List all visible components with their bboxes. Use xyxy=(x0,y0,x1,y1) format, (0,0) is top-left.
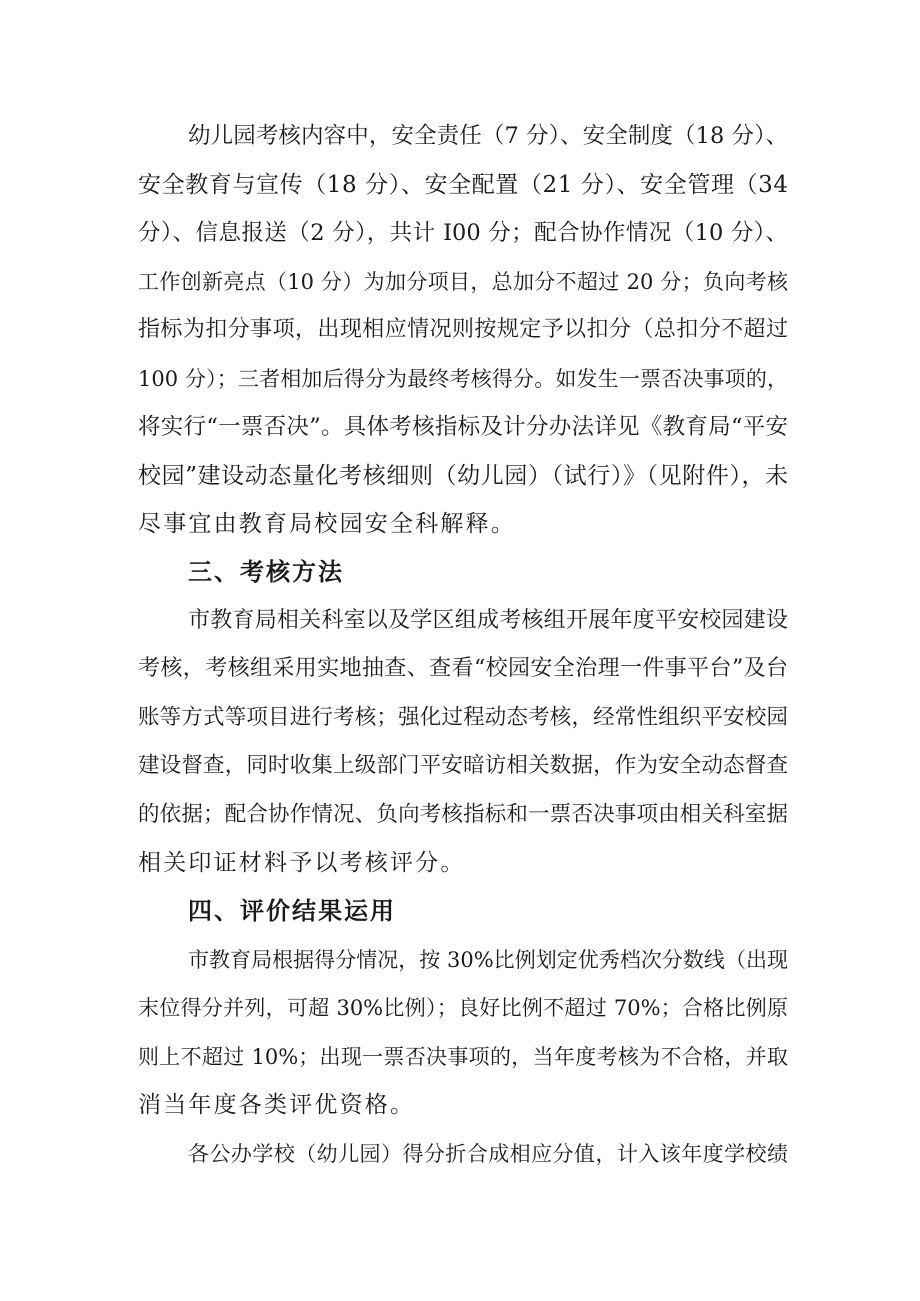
text-line: 的依据；配合协作情况、负向考核指标和一票否决事项由相关科室据 xyxy=(138,802,788,827)
text-line: 100 分）；三者相加后得分为最终考核得分。如发生一票否决事项的， xyxy=(138,367,788,391)
text-line: 账等方式等项目进行考核；强化过程动态考核，经常性组织平安校园 xyxy=(138,705,788,730)
text-line: 将实行“一票否决”。具体考核指标及计分办法详见《教育局“平安 xyxy=(138,414,788,440)
text-line: 安全教育与宣传（18 分）、安全配置（21 分）、安全管理（34 xyxy=(138,172,789,198)
section-heading-results: 四、评价结果运用 xyxy=(188,897,396,925)
text-line: 校园”建设动态量化考核细则（幼儿园）（试行）》（见附件），未 xyxy=(138,463,789,489)
text-line: 尽事宜由教育局校园安全科解释。 xyxy=(138,511,516,537)
text-line: 末位得分并列，可超 30%比例）；良好比例不超过 70%；合格比例原 xyxy=(138,996,788,1020)
text-line: 市教育局相关科室以及学区组成考核组开展年度平安校园建设 xyxy=(188,608,788,633)
text-line: 指标为扣分事项，出现相应情况则按规定予以扣分（总扣分不超过 xyxy=(138,317,788,342)
text-line: 幼儿园考核内容中，安全责任（7 分）、安全制度（18 分）、 xyxy=(188,123,788,149)
text-line: 工作创新亮点（10 分）为加分项目，总加分不超过 20 分；负向考核 xyxy=(138,270,788,294)
text-line: 市教育局根据得分情况，按 30%比例划定优秀档次分数线（出现 xyxy=(188,948,788,972)
text-line: 则上不超过 10%；出现一票否决事项的，当年度考核为不合格，并取 xyxy=(138,1045,788,1069)
section-heading-method: 三、考核方法 xyxy=(188,558,344,586)
text-line: 相关印证材料予以考核评分。 xyxy=(138,850,466,876)
text-line: 分）、信息报送（2 分），共计 I00 分；配合协作情况（10 分）、 xyxy=(138,220,788,246)
text-line: 考核，考核组采用实地抽查、查看“校园安全治理一件事平台”及台 xyxy=(138,656,788,681)
text-line: 建设督查，同时收集上级部门平安暗访相关数据，作为安全动态督查 xyxy=(138,753,788,778)
text-line: 各公办学校（幼儿园）得分折合成相应分值，计入该年度学校绩 xyxy=(188,1142,788,1166)
text-line: 消当年度各类评优资格。 xyxy=(138,1092,416,1118)
